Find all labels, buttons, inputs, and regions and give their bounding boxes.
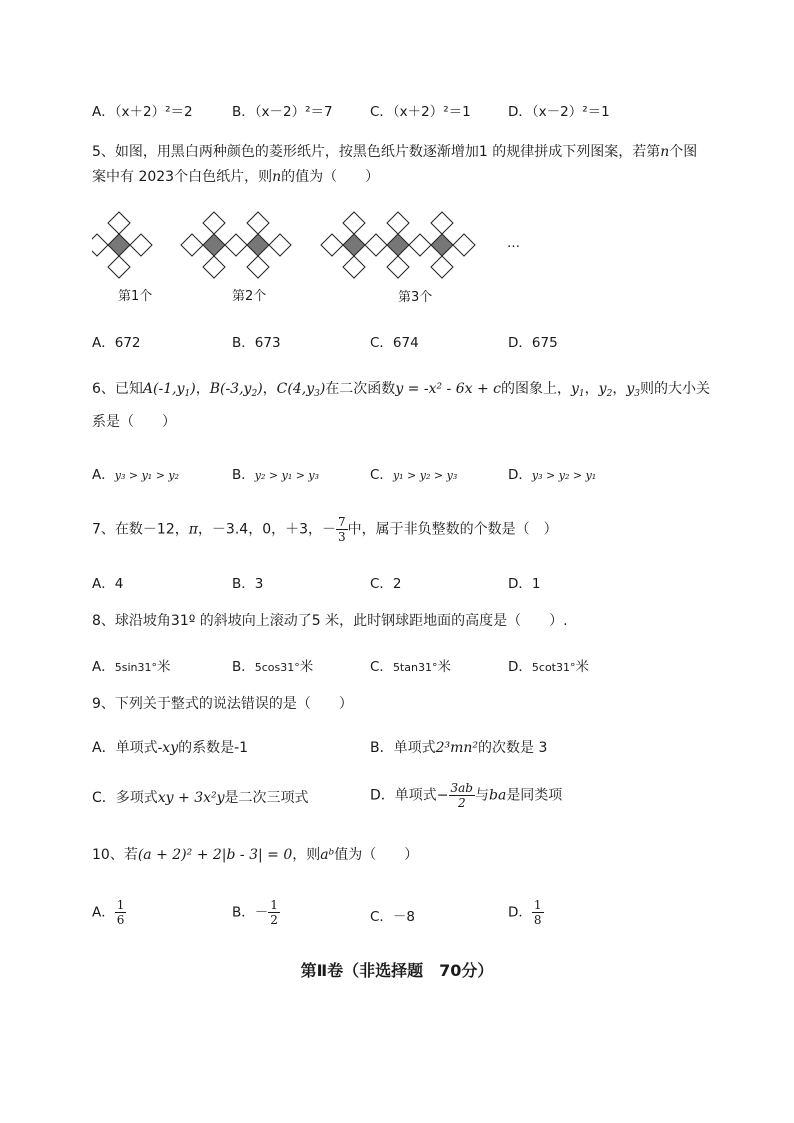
q10-a-pow-b: aᵇ	[320, 847, 335, 863]
q6-prefix: 6、已知	[92, 381, 143, 397]
q6-stem-line1: 6、已知$A(-1,y_1)$，$B(-3,y_2)$，$C(4,y_3)$在二次函数y = -x² - 6x + c的图象上，$y_1$，$y_2$，$y_3$则的大小关	[92, 381, 710, 399]
q5-fig-label-2: 第2个	[232, 289, 267, 304]
q8-option-b: B．5cos31°米	[232, 659, 314, 675]
q5-ellipsis: …	[507, 236, 520, 251]
q7-pi: π	[188, 521, 198, 538]
q6-point-a: $A(-1,y_1)$	[142, 381, 196, 399]
q5-stem-line2	[92, 164, 379, 190]
q8-option-c: C．5tan31°米	[370, 659, 451, 675]
white-rhombus	[269, 234, 291, 256]
q9-d-fraction: $\frac{3ab}{2}$	[450, 781, 473, 810]
q5-text-2b: 的值为（ ）	[281, 169, 380, 185]
q10-option-b: B．－ $\frac{1}{2}$	[232, 898, 278, 927]
q8-option-a: A．5sin31°米	[92, 659, 171, 675]
q5-option-b: B．673	[232, 335, 281, 351]
q9-option-b: B．单项式2³mn²的次数是 3	[370, 740, 548, 756]
white-rhombus	[247, 256, 269, 278]
q6-pC: C(4,y	[276, 381, 315, 397]
q5-text-end: 个图	[669, 144, 698, 160]
white-rhombus	[321, 234, 343, 256]
q9-stem: 9、下列关于整式的说法错误的是（ ）	[92, 696, 353, 712]
q6-pA: A(-1,y	[142, 381, 185, 397]
white-rhombus	[203, 256, 225, 278]
white-rhombus	[108, 256, 130, 278]
q7-fraction: $\frac{7}{3}$	[338, 515, 346, 544]
q8-option-d: D．5cot31°米	[508, 659, 589, 675]
white-rhombus	[343, 212, 365, 234]
q4-option-b: B．（x－2）²＝7	[232, 104, 333, 120]
q4-option-a: A．（x＋2）²＝2	[92, 104, 193, 120]
white-rhombus	[247, 212, 269, 234]
q10-option-c: C．－8	[370, 909, 416, 925]
q5-fig-label-1: 第1个	[118, 289, 153, 304]
q10-option-d: D． $\frac{1}{8}$	[508, 898, 542, 927]
q9-option-a: A．单项式-xy的系数是-1	[92, 740, 249, 756]
q7-option-b: B．3	[232, 576, 264, 592]
q5-text: 5、如图，用黑白两种颜色的菱形纸片，按黑色纸片数逐渐增加1 的规律拼成下列图案，若第	[92, 144, 661, 160]
q7-option-c: C．2	[370, 576, 402, 592]
white-rhombus	[453, 234, 475, 256]
white-rhombus	[409, 234, 431, 256]
q5-rhombus-figure	[92, 210, 532, 280]
white-rhombus	[343, 256, 365, 278]
q10-stem: 10、若(a + 2)² + 2|b - 3| = 0，则aᵇ值为（ ）	[92, 847, 419, 863]
q6-pB: B(-3,y	[209, 381, 252, 397]
white-rhombus	[365, 234, 387, 256]
white-rhombus	[431, 256, 453, 278]
white-rhombus	[181, 234, 203, 256]
q5-option-d: D．675	[508, 335, 558, 351]
q6-tail: 则的大小关	[639, 381, 710, 397]
q4-option-d: D．（x－2）²＝1	[508, 104, 610, 120]
q9-option-c: C．多项式xy + 3x²y是二次三项式	[92, 790, 309, 806]
q5-fig-label-3: 第3个	[398, 290, 433, 305]
q10-expression: (a + 2)² + 2|b - 3| = 0	[137, 847, 293, 863]
q4-option-c: C．（x＋2）²＝1	[370, 104, 471, 120]
q7-text-a: 7、在数－12，	[92, 521, 189, 538]
q9-option-d: D．单项式− $\frac{3ab}{2}$ 与ba是同类项	[370, 781, 563, 810]
section-title: 第Ⅱ卷（非选择题 70分）	[300, 961, 494, 980]
black-rhombus	[343, 234, 365, 256]
q5-text-2a: 案中有 2023个白色纸片，则	[92, 169, 273, 185]
q7-text-c: 中，属于非负整数的个数是（ ）	[347, 521, 558, 538]
q5-n2: n	[272, 169, 282, 185]
black-rhombus	[203, 234, 225, 256]
q6-stem-line2: 系是（ ）	[92, 414, 176, 430]
q5-n: n	[660, 144, 670, 160]
q6-suffix: 的图象上，	[501, 381, 571, 397]
q6-option-a: A．y₃ > y₁ > y₂	[92, 467, 180, 483]
white-rhombus	[387, 256, 409, 278]
black-rhombus	[387, 234, 409, 256]
q6-option-b: B．y₂ > y₁ > y₃	[232, 467, 320, 483]
q6-point-b: $B(-3,y_2)$	[209, 381, 263, 399]
black-rhombus	[108, 234, 130, 256]
white-rhombus	[108, 212, 130, 234]
white-rhombus	[92, 234, 108, 256]
black-rhombus	[431, 234, 453, 256]
q6-function: y = -x² - 6x + c	[395, 381, 501, 397]
q6-point-c: $C(4,y_3)$	[276, 381, 326, 399]
q6-option-c: C．y₁ > y₂ > y₃	[370, 467, 458, 483]
q7-option-a: A．4	[92, 576, 124, 592]
white-rhombus	[387, 212, 409, 234]
white-rhombus	[130, 234, 152, 256]
q5-option-a: A．672	[92, 335, 141, 351]
q7-text-b: ，－3.4，0，＋3，－	[197, 521, 337, 538]
q6-option-d: D．y₃ > y₂ > y₁	[508, 467, 597, 483]
q6-mid: 在二次函数	[325, 381, 396, 397]
q8-stem: 8、球沿坡角31º 的斜坡向上滚动了5 米，此时钢球距地面的高度是（ ）.	[92, 613, 568, 629]
black-rhombus	[247, 234, 269, 256]
q7-option-d: D．1	[508, 576, 541, 592]
q7-stem	[92, 515, 558, 544]
white-rhombus	[225, 234, 247, 256]
white-rhombus	[431, 212, 453, 234]
q5-option-c: C．674	[370, 335, 419, 351]
q5-stem-line1	[92, 139, 697, 165]
q10-option-a: A． $\frac{1}{6}$	[92, 898, 125, 927]
white-rhombus	[203, 212, 225, 234]
